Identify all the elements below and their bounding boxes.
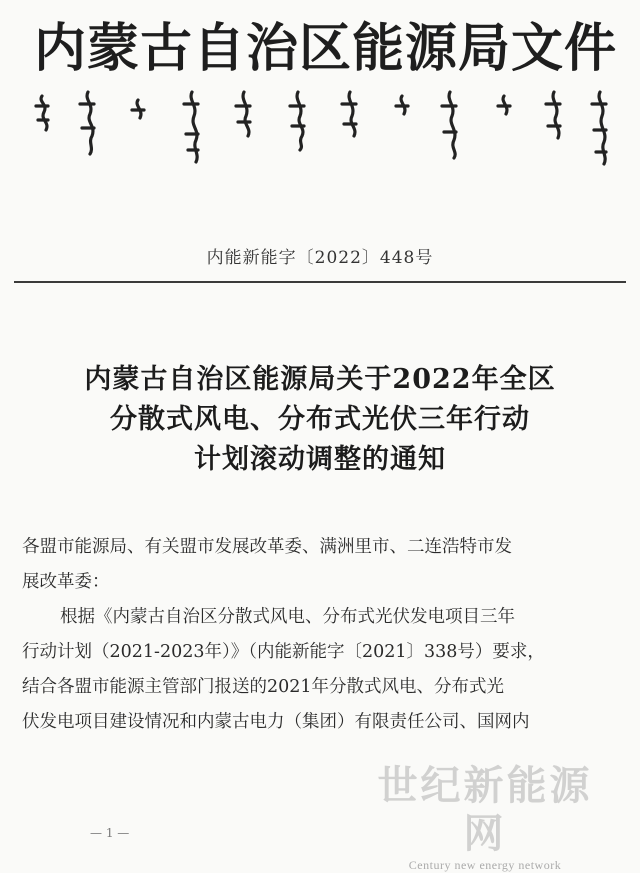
watermark-main-text: 世纪新能源网 [377, 763, 593, 857]
notice-title-line-3: 计划滚动调整的通知 [194, 444, 446, 475]
recipients-line-2: 展改革委： [22, 572, 110, 592]
notice-title [40, 360, 600, 480]
notice-title-line-1: 内蒙古自治区能源局关于2022年全区 [84, 364, 556, 395]
body-paragraph-line-1: 根据《内蒙古自治区分散式风电、分布式光伏发电项目三年 [60, 607, 515, 627]
page-number: — 1 — [90, 826, 130, 840]
body-paragraph-line-4: 伏发电项目建设情况和内蒙古电力（集团）有限责任公司、国网内 [22, 712, 530, 732]
body-paragraph-line-2: 行动计划（2021-2023年）》（内能新能字〔2021〕338号）要求， [22, 642, 545, 662]
notice-title-line-2: 分散式风电、分布式光伏三年行动 [110, 404, 530, 435]
issuing-agency-title: 内蒙古自治区能源局文件 [34, 19, 618, 79]
recipients-line-1: 各盟市能源局、有关盟市发展改革委、满洲里市、二连浩特市发 [22, 537, 512, 557]
watermark [360, 762, 610, 873]
body-paragraph-line-3: 结合各盟市能源主管部门报送的2021年分散式风电、分布式光 [22, 677, 505, 697]
notice-body [22, 530, 622, 740]
header-divider [14, 281, 626, 283]
mongolian-script-logo [30, 88, 610, 170]
document-number: 内能新能字〔2022〕448号 [206, 248, 434, 268]
watermark-sub-text: Century new energy network [408, 858, 562, 872]
